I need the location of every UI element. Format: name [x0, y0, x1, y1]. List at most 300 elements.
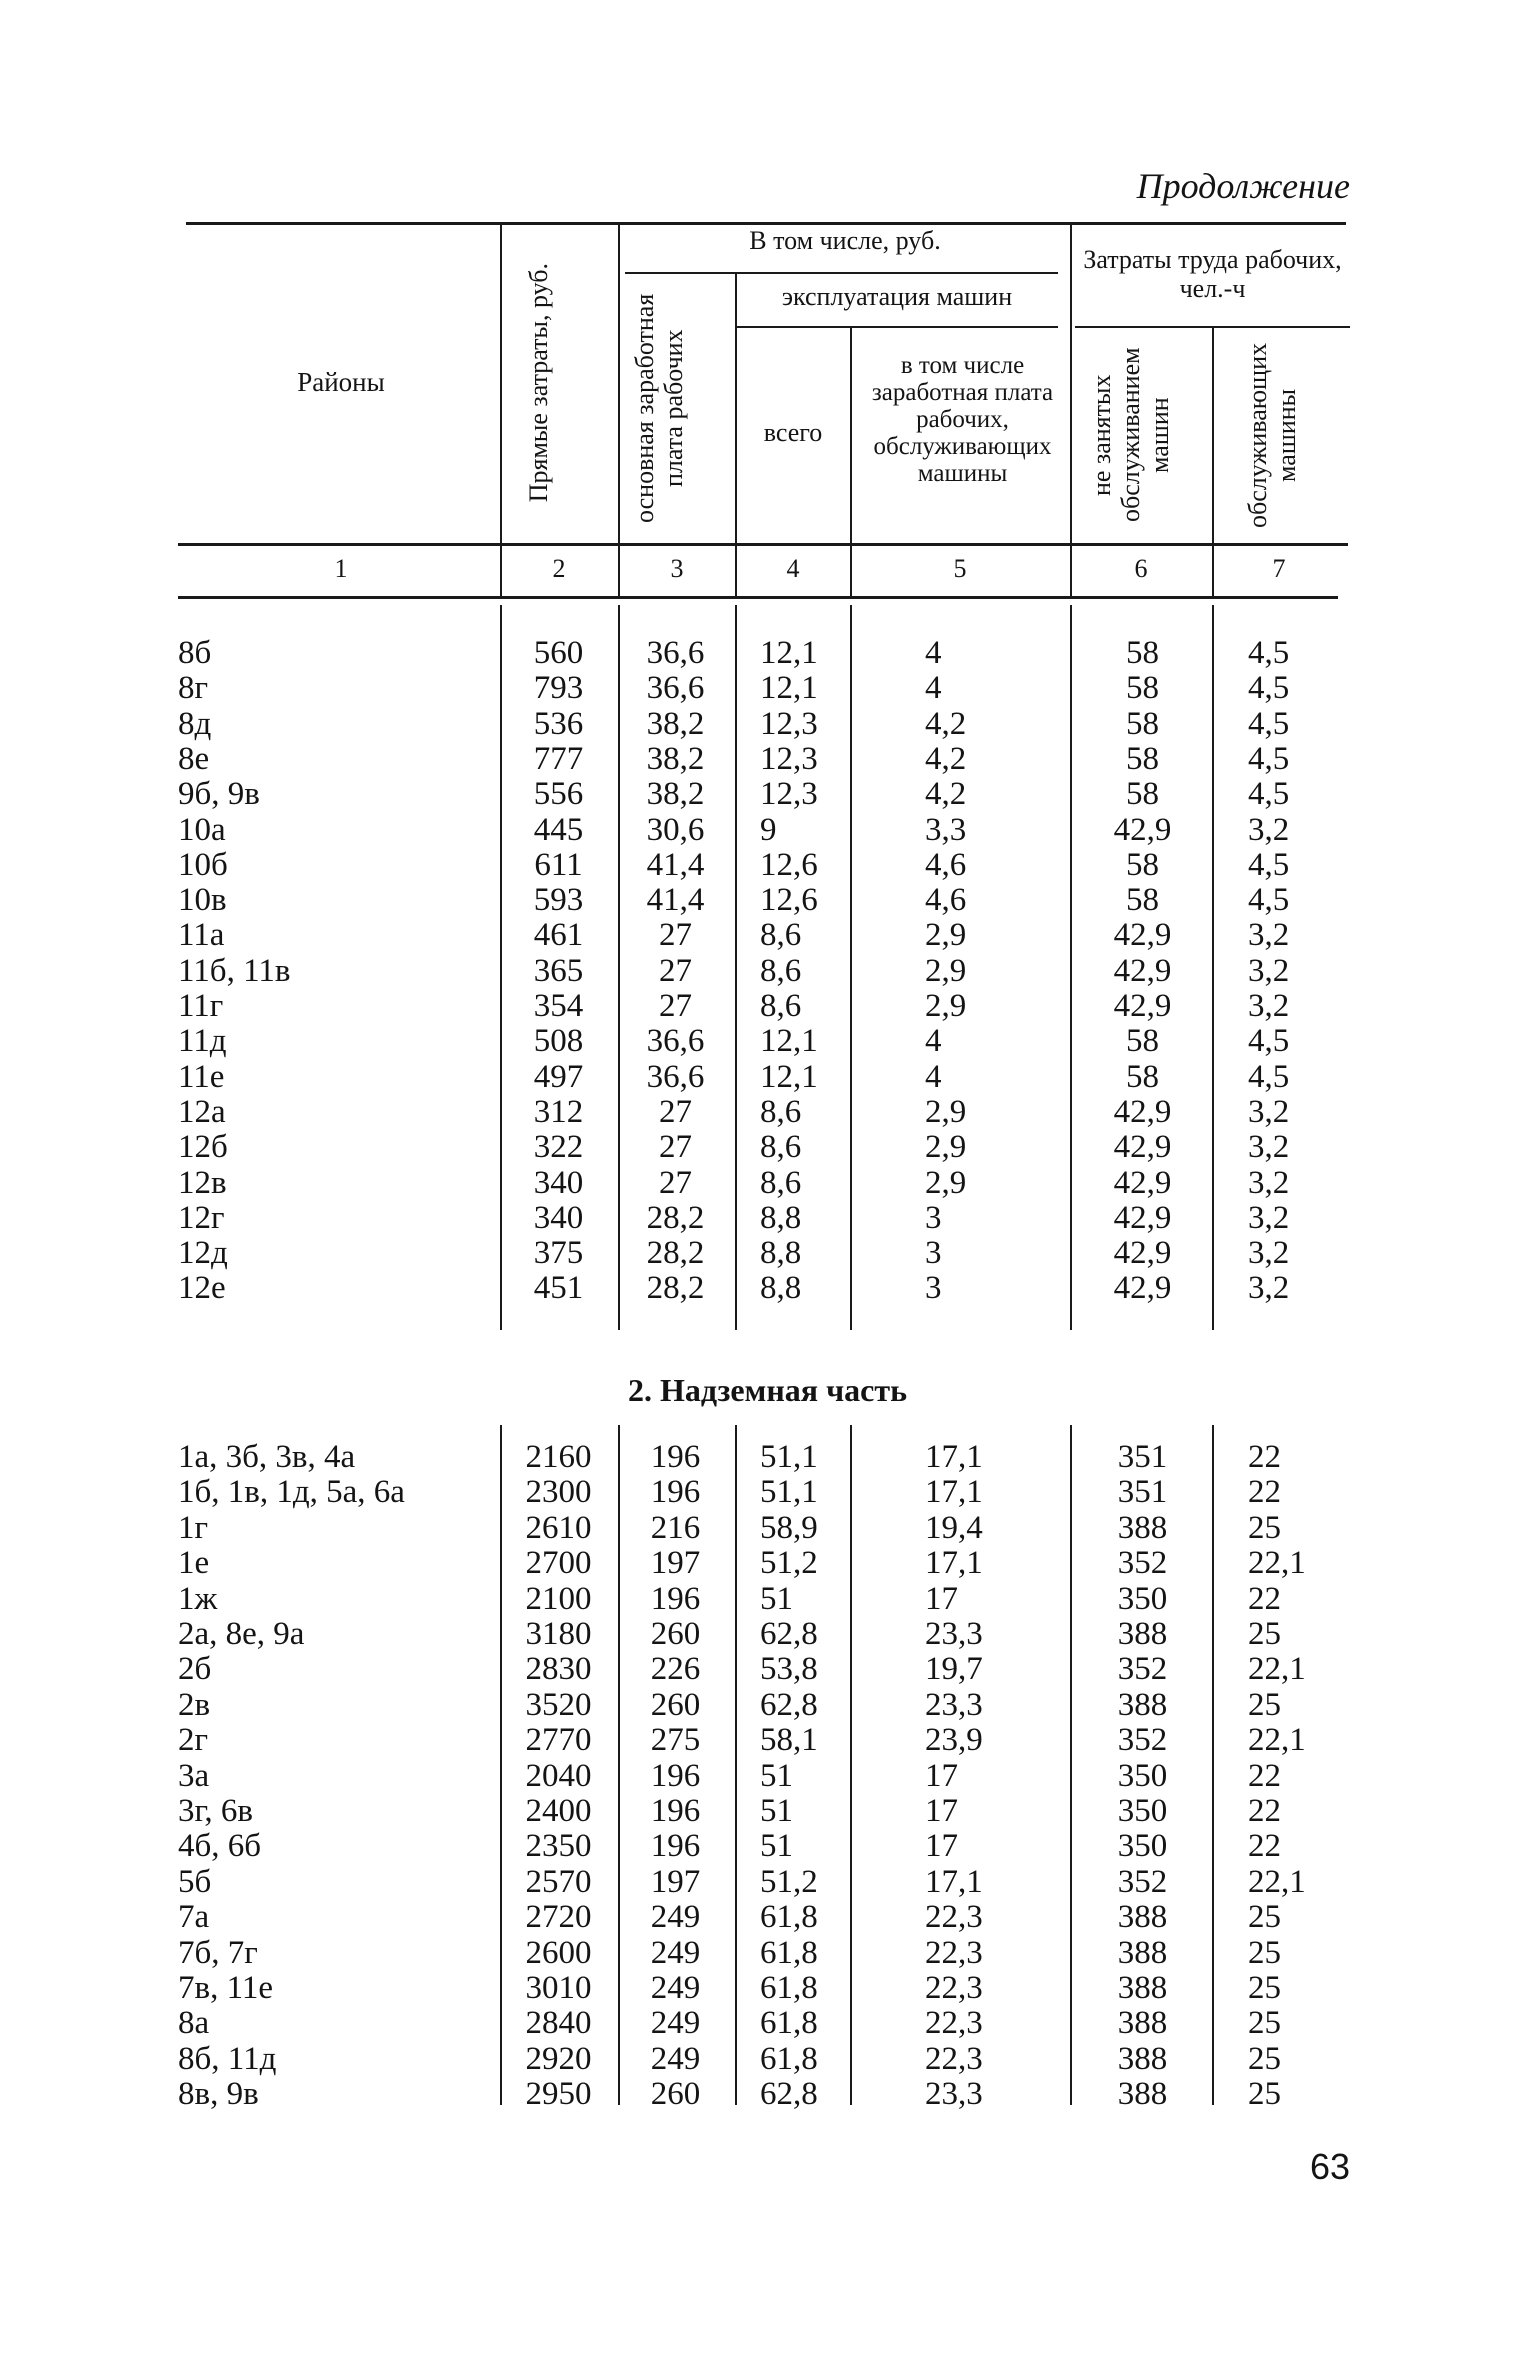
cell-direct-costs: 536: [533, 705, 584, 742]
header-vline: [1070, 222, 1072, 596]
table-row: [0, 1060, 1535, 1095]
cell-machine-wage: 4: [925, 635, 942, 671]
cell-machine-wage: 2,9: [925, 952, 967, 989]
cell-district: 11д: [178, 1023, 227, 1060]
cell-direct-costs: 508: [533, 1023, 584, 1060]
cell-machine-wage: 17: [925, 1793, 958, 1829]
cell-machines-total: 8,8: [760, 1235, 802, 1272]
group-incl-rule: [625, 272, 1058, 274]
cell-direct-costs: 2610: [525, 1509, 592, 1546]
cell-machine-wage: 23,3: [925, 1686, 983, 1723]
cell-direct-costs: 451: [533, 1270, 584, 1307]
cell-labor-non-machine: 352: [1117, 1651, 1168, 1688]
cell-district: 1г: [178, 1509, 209, 1546]
cell-base-wage: 36,6: [646, 1023, 705, 1060]
cell-labor-machine: 22: [1248, 1439, 1281, 1475]
col-header-machine-wage: в том числе заработная плата рабочих, обслуживающих машины: [871, 352, 1054, 487]
cell-machine-wage: 4,6: [925, 882, 967, 919]
group-machines-rule: [737, 326, 1058, 328]
cell-labor-machine: 22,1: [1248, 1651, 1306, 1688]
cell-labor-machine: 22: [1248, 1828, 1281, 1865]
cell-labor-machine: 22: [1248, 1757, 1281, 1794]
table-row: [0, 777, 1535, 812]
cell-labor-machine: 4,5: [1248, 635, 1290, 671]
cell-machine-wage: 23,3: [925, 2076, 983, 2113]
cell-direct-costs: 375: [533, 1235, 584, 1272]
cell-machines-total: 62,8: [760, 1616, 818, 1652]
table-row: [0, 1829, 1535, 1864]
cell-labor-machine: 25: [1248, 2076, 1281, 2113]
cell-base-wage: 196: [650, 1828, 701, 1865]
cell-machine-wage: 2,9: [925, 1164, 967, 1201]
cell-labor-machine: 3,2: [1248, 1270, 1290, 1307]
table-row: [0, 1971, 1535, 2006]
cell-machines-total: 12,6: [760, 846, 818, 883]
table-row: [0, 1723, 1535, 1758]
cell-district: 10в: [178, 882, 227, 919]
cell-direct-costs: 2700: [525, 1545, 592, 1582]
col-header-machine-workers: обслуживающих машины: [1243, 342, 1301, 528]
table-row: [0, 1201, 1535, 1236]
cell-labor-machine: 22: [1248, 1793, 1281, 1829]
cell-machine-wage: 17,1: [925, 1863, 983, 1900]
cell-labor-non-machine: 388: [1117, 1686, 1168, 1723]
cell-labor-non-machine: 350: [1117, 1757, 1168, 1794]
cell-direct-costs: 2350: [525, 1828, 592, 1865]
cell-machines-total: 51,2: [760, 1545, 818, 1582]
cell-labor-machine: 22: [1248, 1580, 1281, 1617]
cell-district: 12б: [178, 1129, 228, 1166]
cell-district: 2б: [178, 1651, 212, 1688]
table-row: [0, 1617, 1535, 1652]
cell-base-wage: 38,2: [646, 740, 705, 777]
cell-labor-machine: 3,2: [1248, 811, 1290, 848]
colnum-bottom-rule: [178, 596, 1338, 599]
cell-district: 1е: [178, 1545, 210, 1582]
table-row: [0, 1652, 1535, 1687]
cell-direct-costs: 497: [533, 1058, 584, 1095]
cell-base-wage: 196: [650, 1757, 701, 1794]
cell-labor-non-machine: 388: [1117, 2005, 1168, 2042]
cell-labor-non-machine: 351: [1117, 1474, 1168, 1511]
cell-base-wage: 249: [650, 1934, 701, 1971]
cell-labor-non-machine: 350: [1117, 1828, 1168, 1865]
table-row: [0, 848, 1535, 883]
cell-labor-machine: 25: [1248, 1509, 1281, 1546]
cell-labor-non-machine: 42,9: [1113, 952, 1172, 989]
cell-district: 10а: [178, 811, 226, 848]
cell-base-wage: 38,2: [646, 705, 705, 742]
table-row: [0, 1024, 1535, 1059]
table-row: [0, 1582, 1535, 1617]
cell-machine-wage: 2,9: [925, 1129, 967, 1166]
cell-base-wage: 260: [650, 1616, 701, 1652]
cell-base-wage: 196: [650, 1580, 701, 1617]
cell-district: 2в: [178, 1686, 211, 1723]
cell-base-wage: 226: [650, 1651, 701, 1688]
table-row: [0, 1759, 1535, 1794]
cell-machines-total: 8,6: [760, 988, 802, 1024]
cell-labor-non-machine: 58: [1126, 882, 1159, 919]
cell-machines-total: 8,6: [760, 1093, 802, 1130]
cell-direct-costs: 2040: [525, 1757, 592, 1794]
table-row: [0, 1166, 1535, 1201]
cell-district: 8а: [178, 2005, 210, 2042]
cell-base-wage: 28,2: [646, 1235, 705, 1272]
cell-machine-wage: 17,1: [925, 1439, 983, 1475]
cell-labor-machine: 25: [1248, 1934, 1281, 1971]
cell-machine-wage: 4,6: [925, 846, 967, 883]
cell-base-wage: 249: [650, 2005, 701, 2042]
cell-district: 1ж: [178, 1580, 218, 1617]
cell-machines-total: 8,6: [760, 952, 802, 989]
cell-district: 8в, 9в: [178, 2076, 259, 2113]
cell-direct-costs: 461: [533, 917, 584, 954]
cell-labor-machine: 3,2: [1248, 1164, 1290, 1201]
cell-district: 2г: [178, 1722, 209, 1759]
cell-labor-machine: 25: [1248, 2040, 1281, 2077]
cell-machine-wage: 4: [925, 1058, 942, 1095]
cell-labor-non-machine: 42,9: [1113, 917, 1172, 954]
cell-machines-total: 51,2: [760, 1863, 818, 1900]
cell-base-wage: 36,6: [646, 1058, 705, 1095]
table-row: [0, 954, 1535, 989]
cell-base-wage: 27: [659, 1093, 692, 1130]
cell-machines-total: 51: [760, 1793, 793, 1829]
cell-labor-non-machine: 42,9: [1113, 1093, 1172, 1130]
cell-machines-total: 12,1: [760, 1058, 818, 1095]
cell-machines-total: 58,1: [760, 1722, 818, 1759]
col-number: 7: [1272, 554, 1286, 583]
section2-title: 2. Надземная часть: [628, 1372, 907, 1408]
cell-machine-wage: 23,9: [925, 1722, 983, 1759]
cell-machines-total: 12,1: [760, 1023, 818, 1060]
table-row: [0, 1511, 1535, 1546]
cell-labor-machine: 4,5: [1248, 1023, 1290, 1060]
cell-labor-machine: 22,1: [1248, 1722, 1306, 1759]
header-top-rule: [186, 222, 1346, 225]
cell-labor-machine: 4,5: [1248, 846, 1290, 883]
cell-labor-machine: 22: [1248, 1474, 1281, 1511]
col-number: 1: [334, 554, 348, 583]
cell-direct-costs: 340: [533, 1164, 584, 1201]
cell-labor-non-machine: 388: [1117, 1970, 1168, 2006]
cell-base-wage: 36,6: [646, 635, 705, 671]
col-number: 2: [552, 554, 566, 583]
cell-labor-non-machine: 42,9: [1113, 988, 1172, 1024]
cell-machines-total: 9: [760, 811, 777, 848]
cell-district: 12г: [178, 1199, 225, 1236]
cell-labor-machine: 3,2: [1248, 988, 1290, 1024]
table-row: [0, 2042, 1535, 2077]
cell-machine-wage: 4,2: [925, 776, 967, 813]
table-row: [0, 1236, 1535, 1271]
cell-base-wage: 249: [650, 1899, 701, 1936]
table-row: [0, 918, 1535, 953]
cell-machine-wage: 2,9: [925, 1093, 967, 1130]
cell-district: 12е: [178, 1270, 226, 1307]
cell-machines-total: 8,6: [760, 917, 802, 954]
cell-machines-total: 61,8: [760, 2040, 818, 2077]
cell-machine-wage: 17,1: [925, 1545, 983, 1582]
cell-labor-non-machine: 352: [1117, 1863, 1168, 1900]
cell-direct-costs: 2400: [525, 1793, 592, 1829]
cell-machines-total: 8,8: [760, 1270, 802, 1307]
col-number: 4: [786, 554, 800, 583]
cell-labor-machine: 3,2: [1248, 1235, 1290, 1272]
cell-district: 11б, 11в: [178, 952, 291, 989]
cell-base-wage: 27: [659, 1164, 692, 1201]
cell-machine-wage: 4,2: [925, 740, 967, 777]
cell-district: 2а, 8е, 9а: [178, 1616, 305, 1652]
cell-district: 12д: [178, 1235, 228, 1272]
cell-labor-non-machine: 42,9: [1113, 1129, 1172, 1166]
cell-district: 9б, 9в: [178, 776, 260, 813]
cell-machine-wage: 4: [925, 670, 942, 707]
table-row: [0, 1794, 1535, 1829]
cell-machine-wage: 3: [925, 1270, 942, 1307]
col-number: 5: [953, 554, 967, 583]
cell-direct-costs: 3520: [525, 1686, 592, 1723]
cell-labor-non-machine: 388: [1117, 2076, 1168, 2113]
cell-district: 11е: [178, 1058, 225, 1095]
cell-labor-non-machine: 352: [1117, 1722, 1168, 1759]
cell-base-wage: 36,6: [646, 670, 705, 707]
cell-direct-costs: 354: [533, 988, 584, 1024]
cell-base-wage: 27: [659, 988, 692, 1024]
table-row: [0, 636, 1535, 671]
cell-direct-costs: 611: [534, 846, 583, 883]
cell-machines-total: 8,6: [760, 1129, 802, 1166]
cell-direct-costs: 560: [533, 635, 584, 671]
cell-machines-total: 51: [760, 1580, 793, 1617]
cell-machines-total: 12,6: [760, 882, 818, 919]
cell-machine-wage: 2,9: [925, 988, 967, 1024]
cell-labor-machine: 22,1: [1248, 1863, 1306, 1900]
cell-labor-machine: 22,1: [1248, 1545, 1306, 1582]
cell-labor-machine: 3,2: [1248, 1093, 1290, 1130]
cell-district: 5б: [178, 1863, 212, 1900]
cell-machine-wage: 19,4: [925, 1509, 983, 1546]
cell-machines-total: 61,8: [760, 2005, 818, 2042]
cell-machines-total: 51,1: [760, 1439, 818, 1475]
table-row: [0, 1900, 1535, 1935]
col-header-total: всего: [763, 418, 823, 447]
cell-labor-machine: 25: [1248, 1899, 1281, 1936]
cell-machine-wage: 17: [925, 1757, 958, 1794]
cell-district: 1б, 1в, 1д, 5а, 6а: [178, 1474, 405, 1511]
cell-machine-wage: 22,3: [925, 1899, 983, 1936]
cell-machines-total: 61,8: [760, 1899, 818, 1936]
cell-machines-total: 12,1: [760, 635, 818, 671]
cell-district: 11а: [178, 917, 225, 954]
cell-direct-costs: 556: [533, 776, 584, 813]
cell-machine-wage: 17: [925, 1828, 958, 1865]
cell-machine-wage: 3,3: [925, 811, 967, 848]
group-header-incl: В том числе, руб.: [749, 226, 941, 255]
group-header-labor: Затраты труда рабочих, чел.-ч: [1083, 245, 1342, 303]
cell-direct-costs: 2770: [525, 1722, 592, 1759]
cell-labor-non-machine: 58: [1126, 635, 1159, 671]
cell-district: 10б: [178, 846, 228, 883]
cell-base-wage: 41,4: [646, 882, 705, 919]
group-header-machines: эксплуатация машин: [781, 282, 1013, 311]
cell-machines-total: 61,8: [760, 1934, 818, 1971]
cell-labor-machine: 25: [1248, 1970, 1281, 2006]
cell-machine-wage: 3: [925, 1199, 942, 1236]
cell-machine-wage: 22,3: [925, 1934, 983, 1971]
cell-direct-costs: 2100: [525, 1580, 592, 1617]
cell-base-wage: 28,2: [646, 1199, 705, 1236]
cell-labor-non-machine: 42,9: [1113, 1270, 1172, 1307]
header-bottom-rule: [178, 543, 1348, 546]
cell-base-wage: 275: [650, 1722, 701, 1759]
table-row: [0, 2006, 1535, 2041]
cell-labor-non-machine: 388: [1117, 1934, 1168, 1971]
cell-machine-wage: 22,3: [925, 2005, 983, 2042]
cell-base-wage: 27: [659, 917, 692, 954]
cell-labor-non-machine: 58: [1126, 846, 1159, 883]
cell-machine-wage: 4: [925, 1023, 942, 1060]
col-header-not-machine-workers: не занятых обслуживанием машин: [1087, 347, 1174, 523]
cell-machines-total: 61,8: [760, 1970, 818, 2006]
cell-machines-total: 51: [760, 1828, 793, 1865]
cell-direct-costs: 2920: [525, 2040, 592, 2077]
table-row: [0, 1936, 1535, 1971]
cell-machine-wage: 22,3: [925, 2040, 983, 2077]
cell-base-wage: 28,2: [646, 1270, 705, 1307]
cell-labor-non-machine: 42,9: [1113, 1235, 1172, 1272]
cell-machine-wage: 2,9: [925, 917, 967, 954]
cell-district: 8г: [178, 670, 209, 707]
cell-base-wage: 197: [650, 1863, 701, 1900]
cell-machines-total: 12,3: [760, 705, 818, 742]
cell-labor-non-machine: 42,9: [1113, 1164, 1172, 1201]
cell-direct-costs: 2160: [525, 1439, 592, 1475]
table-row: [0, 1095, 1535, 1130]
cell-direct-costs: 2300: [525, 1474, 592, 1511]
cell-base-wage: 30,6: [646, 811, 705, 848]
cell-labor-non-machine: 350: [1117, 1580, 1168, 1617]
table-row: [0, 1546, 1535, 1581]
cell-district: 7в, 11е: [178, 1970, 274, 2006]
cell-direct-costs: 3180: [525, 1616, 592, 1652]
cell-machine-wage: 19,7: [925, 1651, 983, 1688]
cell-district: 12а: [178, 1093, 226, 1130]
cell-labor-machine: 4,5: [1248, 776, 1290, 813]
page-number: 63: [1309, 2146, 1350, 2187]
cell-district: 8е: [178, 740, 210, 777]
cell-labor-non-machine: 58: [1126, 705, 1159, 742]
table-row: [0, 1130, 1535, 1165]
table-row: [0, 1475, 1535, 1510]
cell-labor-non-machine: 42,9: [1113, 1199, 1172, 1236]
cell-labor-non-machine: 388: [1117, 1616, 1168, 1652]
cell-machines-total: 51,1: [760, 1474, 818, 1511]
cell-base-wage: 197: [650, 1545, 701, 1582]
table-row: [0, 671, 1535, 706]
cell-district: 11г: [178, 988, 224, 1024]
col-header-districts: Районы: [297, 367, 385, 397]
table-row: [0, 813, 1535, 848]
cell-labor-non-machine: 352: [1117, 1545, 1168, 1582]
cell-labor-machine: 3,2: [1248, 1129, 1290, 1166]
cell-labor-non-machine: 388: [1117, 2040, 1168, 2077]
cell-labor-non-machine: 58: [1126, 1058, 1159, 1095]
cell-base-wage: 196: [650, 1474, 701, 1511]
cell-machines-total: 58,9: [760, 1509, 818, 1546]
table-row: [0, 1271, 1535, 1306]
cell-direct-costs: 322: [533, 1129, 584, 1166]
cell-base-wage: 38,2: [646, 776, 705, 813]
continuation-label: Продолжение: [1136, 166, 1350, 206]
col-number: 3: [670, 554, 684, 583]
table-row: [0, 989, 1535, 1024]
cell-machine-wage: 4,2: [925, 705, 967, 742]
cell-district: 8д: [178, 705, 212, 742]
cell-machines-total: 62,8: [760, 1686, 818, 1723]
cell-direct-costs: 777: [533, 740, 584, 777]
cell-labor-machine: 4,5: [1248, 1058, 1290, 1095]
cell-machine-wage: 22,3: [925, 1970, 983, 2006]
cell-machine-wage: 3: [925, 1235, 942, 1272]
cell-machine-wage: 17,1: [925, 1474, 983, 1511]
cell-labor-machine: 3,2: [1248, 1199, 1290, 1236]
cell-district: 8б, 11д: [178, 2040, 277, 2077]
cell-labor-machine: 3,2: [1248, 952, 1290, 989]
cell-direct-costs: 2950: [525, 2076, 592, 2113]
cell-machines-total: 62,8: [760, 2076, 818, 2113]
col-header-direct-costs: Прямые затраты, руб.: [524, 263, 553, 503]
cell-base-wage: 249: [650, 1970, 701, 2006]
cell-base-wage: 260: [650, 1686, 701, 1723]
cell-direct-costs: 2600: [525, 1934, 592, 1971]
cell-district: 7б, 7г: [178, 1934, 258, 1971]
cell-labor-machine: 4,5: [1248, 670, 1290, 707]
cell-district: 7а: [178, 1899, 210, 1936]
cell-labor-non-machine: 388: [1117, 1509, 1168, 1546]
cell-labor-machine: 25: [1248, 2005, 1281, 2042]
cell-labor-non-machine: 58: [1126, 1023, 1159, 1060]
cell-direct-costs: 340: [533, 1199, 584, 1236]
table-row: [0, 883, 1535, 918]
cell-base-wage: 249: [650, 2040, 701, 2077]
cell-machines-total: 51: [760, 1757, 793, 1794]
cell-labor-non-machine: 58: [1126, 670, 1159, 707]
table-row: [0, 2077, 1535, 2112]
table-row: [0, 707, 1535, 742]
cell-machine-wage: 17: [925, 1580, 958, 1617]
table-row: [0, 1688, 1535, 1723]
cell-district: 8б: [178, 635, 212, 671]
cell-labor-non-machine: 58: [1126, 740, 1159, 777]
cell-machines-total: 8,6: [760, 1164, 802, 1201]
cell-direct-costs: 445: [533, 811, 584, 848]
table-row: [0, 1440, 1535, 1475]
table-row: [0, 1865, 1535, 1900]
cell-direct-costs: 793: [533, 670, 584, 707]
cell-direct-costs: 2830: [525, 1651, 592, 1688]
cell-district: 3г, 6в: [178, 1793, 253, 1829]
col-header-base-wage: основная заработная плата рабочих: [629, 293, 688, 523]
cell-district: 1а, 3б, 3в, 4а: [178, 1439, 356, 1475]
cell-machines-total: 12,1: [760, 670, 818, 707]
cell-base-wage: 260: [650, 2076, 701, 2113]
cell-district: 3а: [178, 1757, 210, 1794]
cell-direct-costs: 312: [533, 1093, 584, 1130]
cell-base-wage: 27: [659, 952, 692, 989]
cell-machines-total: 8,8: [760, 1199, 802, 1236]
